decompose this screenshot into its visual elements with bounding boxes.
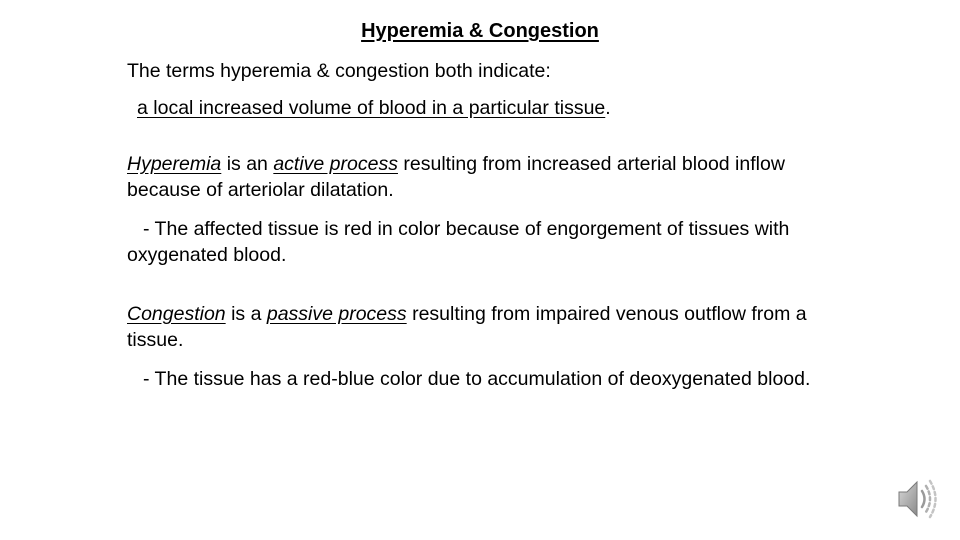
slide-title: Hyperemia & Congestion xyxy=(361,20,599,42)
hyperemia-term: Hyperemia xyxy=(127,153,222,175)
definition-underlined: a local increased volume of blood in a particular tissue xyxy=(137,97,606,119)
congestion-note: - The tissue has a red-blue color due to accumulation of deoxygenated blood. xyxy=(143,368,811,390)
hyperemia-note: - The affected tissue is red in color because of engorgement of tissues with oxygenated blood. xyxy=(127,218,790,266)
speaker-icon[interactable] xyxy=(893,474,943,524)
definition-text: a local increased volume of blood in a particular tissue. xyxy=(137,97,611,119)
congestion-term: Congestion xyxy=(127,303,226,325)
congestion-paragraph: Congestion is a passive process resulting from impaired venous outflow from a tissue. xyxy=(127,303,807,351)
active-process-term: active process xyxy=(273,153,398,175)
passive-process-term: passive process xyxy=(266,303,407,325)
speaker-icon-graphic xyxy=(893,474,943,524)
intro-text: The terms hyperemia & congestion both indicate: xyxy=(127,60,551,82)
hyperemia-paragraph: Hyperemia is an active process resulting from increased arterial blood inflow because of arteriolar dilatation. xyxy=(127,153,785,201)
